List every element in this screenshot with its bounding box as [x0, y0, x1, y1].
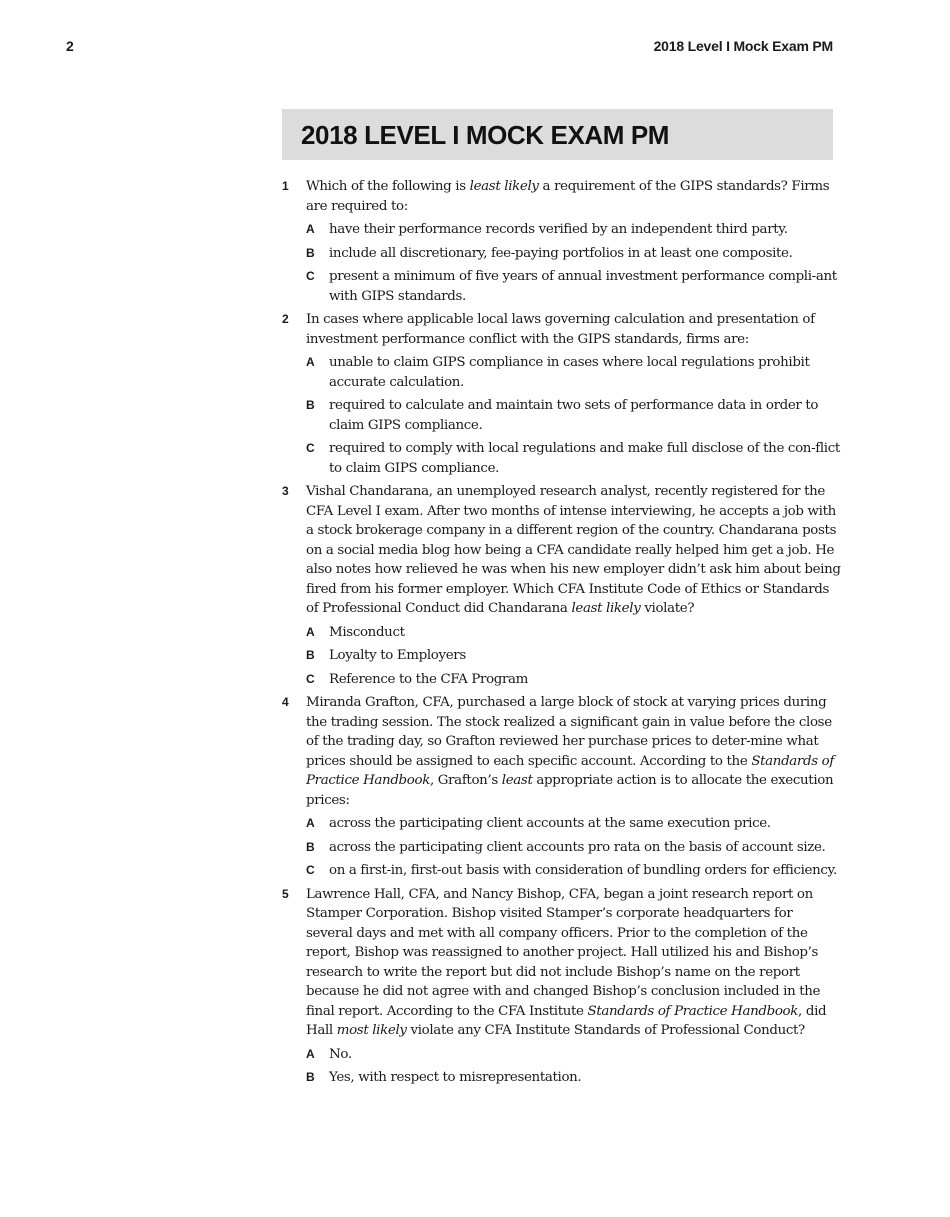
answer-option-b [306, 244, 842, 264]
stem-text: appropriate action is to allocate the execution prices: [306, 773, 834, 808]
stem-emphasis: Standards of Practice Handbook [587, 1003, 799, 1019]
answer-option-b [306, 838, 842, 858]
option-label: A [306, 222, 315, 236]
option-text: across the participating client accounts at the same execution price. [329, 816, 771, 831]
question-stem [306, 885, 842, 1041]
question-2 [282, 310, 842, 478]
option-text: Loyalty to Employers [329, 648, 466, 663]
question-number: 5 [282, 886, 289, 901]
stem-text: Which of the following is [306, 179, 470, 194]
question-3 [282, 482, 842, 689]
option-text: Yes, with respect to misrepresentation. [329, 1070, 582, 1085]
question-number: 3 [282, 484, 289, 498]
question-stem [306, 310, 842, 349]
option-text: required to comply with local regulations and make full disclose of the con-flict to claim GIPS compliance. [329, 441, 840, 476]
option-text: across the participating client accounts pro rata on the basis of account size. [329, 839, 826, 855]
option-label: A [306, 1046, 315, 1061]
question-5 [282, 885, 842, 1088]
stem-text: , Grafton’s [429, 773, 502, 788]
stem-emphasis: most likely [336, 1023, 407, 1038]
stem-text: Vishal Chandarana, an unemployed research analyst, recently registered for the CFA Level I exam. After two months of intense interviewing, he accepts a job with a stock brokerage company in a different region of the country. Chandarana posts on a social media blog how being a CFA candidate really helped him get a job. He also notes how relieved he was when his new employer didn’t ask him about being fired from his former employer. Which CFA Institute Code of Ethics or Standards of Professional Conduct did Chandarana [306, 484, 841, 616]
title-band [282, 109, 833, 160]
question-list [282, 177, 842, 1092]
question-number: 2 [282, 312, 289, 326]
answer-option-a [306, 623, 842, 643]
option-text: No. [329, 1046, 352, 1062]
stem-text: violate any CFA Institute Standards of Professional Conduct? [406, 1023, 805, 1038]
stem-text: violate? [640, 601, 695, 616]
stem-emphasis: least likely [571, 601, 641, 616]
option-label: B [306, 839, 315, 854]
answer-option-c [306, 861, 842, 881]
option-label: B [306, 245, 315, 260]
option-label: C [306, 441, 315, 455]
question-stem [306, 693, 842, 810]
question-stem [306, 177, 842, 216]
running-header: 2018 Level I Mock Exam PM [653, 38, 833, 54]
stem-emphasis: least [501, 773, 533, 788]
option-text: present a minimum of five years of annual investment performance compli-ant with GIPS standards. [329, 269, 837, 304]
option-text: have their performance records verified by an independent third party. [329, 222, 788, 237]
option-text: on a first-in, first-out basis with consideration of bundling orders for efficiency. [329, 863, 837, 878]
stem-text: a requirement of the GIPS standards? Firms are required to: [306, 179, 830, 214]
page-title: 2018 LEVEL I MOCK EXAM PM [301, 120, 670, 150]
option-label: B [306, 1070, 315, 1084]
option-label: B [306, 398, 315, 412]
answer-option-c [306, 439, 842, 478]
option-label: A [306, 816, 315, 830]
answer-option-a [306, 220, 842, 240]
option-label: C [306, 671, 315, 686]
answer-option-b [306, 396, 842, 435]
page-number: 2 [66, 38, 74, 54]
stem-emphasis: least likely [469, 179, 539, 194]
answer-option-b [306, 646, 842, 666]
answer-option-b [306, 1068, 842, 1088]
option-label: C [306, 863, 315, 877]
question-number: 1 [282, 179, 289, 193]
option-text: include all discretionary, fee-paying portfolios in at least one composite. [329, 245, 793, 261]
option-text: Reference to the CFA Program [329, 671, 529, 687]
answer-option-a [306, 353, 842, 392]
option-text: unable to claim GIPS compliance in cases where local regulations prohibit accurate calculation. [329, 355, 810, 390]
answer-option-c [306, 670, 842, 690]
stem-emphasis: Standards of Practice Handbook [306, 753, 834, 788]
answer-option-a [306, 814, 842, 834]
question-stem [306, 482, 842, 619]
option-text: Misconduct [329, 624, 405, 640]
option-label: C [306, 269, 315, 283]
stem-text: In cases where applicable local laws governing calculation and presentation of investment performance conflict with the GIPS standards, firms are: [306, 312, 815, 347]
answer-option-a [306, 1045, 842, 1065]
stem-text: , did Hall [306, 1003, 827, 1038]
answer-option-c [306, 267, 842, 306]
option-label: A [306, 355, 315, 369]
option-text: required to calculate and maintain two sets of performance data in order to claim GIPS compliance. [329, 398, 819, 433]
stem-text: Miranda Grafton, CFA, purchased a large block of stock at varying prices during the trading session. The stock realized a significant gain in value before the close of the trading day, so Grafton reviewed her purchase prices to deter-mine what prices should be assigned to each specific account. According to the [306, 695, 832, 769]
stem-text: Lawrence Hall, CFA, and Nancy Bishop, CFA, began a joint research report on Stamper Corporation. Bishop visited Stamper’s corporate headquarters for several days and met with all company officers. Prior to the completion of the report, Bishop was reassigned to another project. Hall utilized his and Bishop’s research to write the report but did not include Bishop’s name on the report because he did not agree with and changed Bishop’s conclusion included in the final report. According to the CFA Institute [306, 886, 821, 1019]
question-number: 4 [282, 695, 289, 709]
option-label: B [306, 648, 315, 662]
question-4 [282, 693, 842, 881]
option-label: A [306, 624, 315, 639]
question-1 [282, 177, 842, 306]
